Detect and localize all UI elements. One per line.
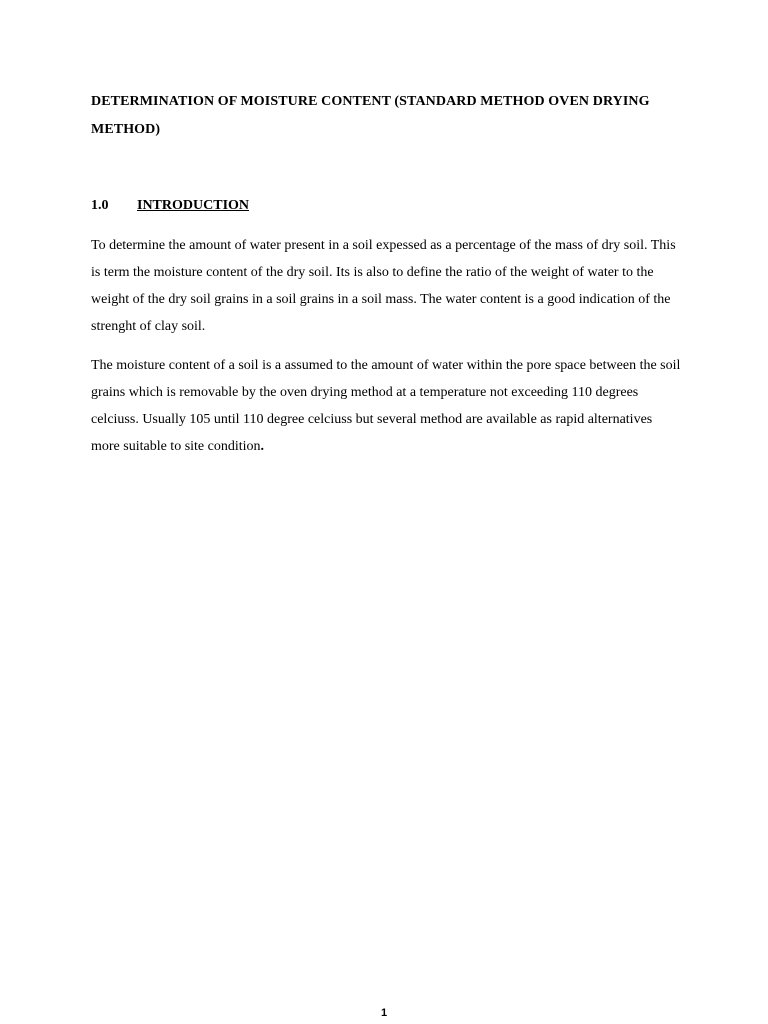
section-number: 1.0 xyxy=(91,198,109,213)
paragraph xyxy=(91,352,683,460)
paragraph-text: The moisture content of a soil is a assumed to the amount of water within the pore space between the soil grains which is removable by the oven drying method at a temperature not exceeding 110 degrees celciuss. Usually 105 until 110 degree celciuss but several method are available as rapid alternatives more suitable to site condition xyxy=(91,358,681,454)
paragraph-trailing-period: . xyxy=(260,439,265,454)
paragraph xyxy=(91,232,683,340)
page-number: 1 xyxy=(380,1007,388,1019)
section-heading xyxy=(91,195,249,217)
document-title: DETERMINATION OF MOISTURE CONTENT (STANDARD METHOD OVEN DRYING METHOD) xyxy=(91,94,650,137)
section-title: INTRODUCTION xyxy=(137,198,250,213)
paragraph-text: To determine the amount of water present in a soil expessed as a percentage of the mass of dry soil. This is term the moisture content of the dry soil. Its is also to define the ratio of the weight of water to the weight of the dry soil grains in a soil grains in a soil mass. The water content is a good indication of the strenght of clay soil. xyxy=(91,238,676,334)
